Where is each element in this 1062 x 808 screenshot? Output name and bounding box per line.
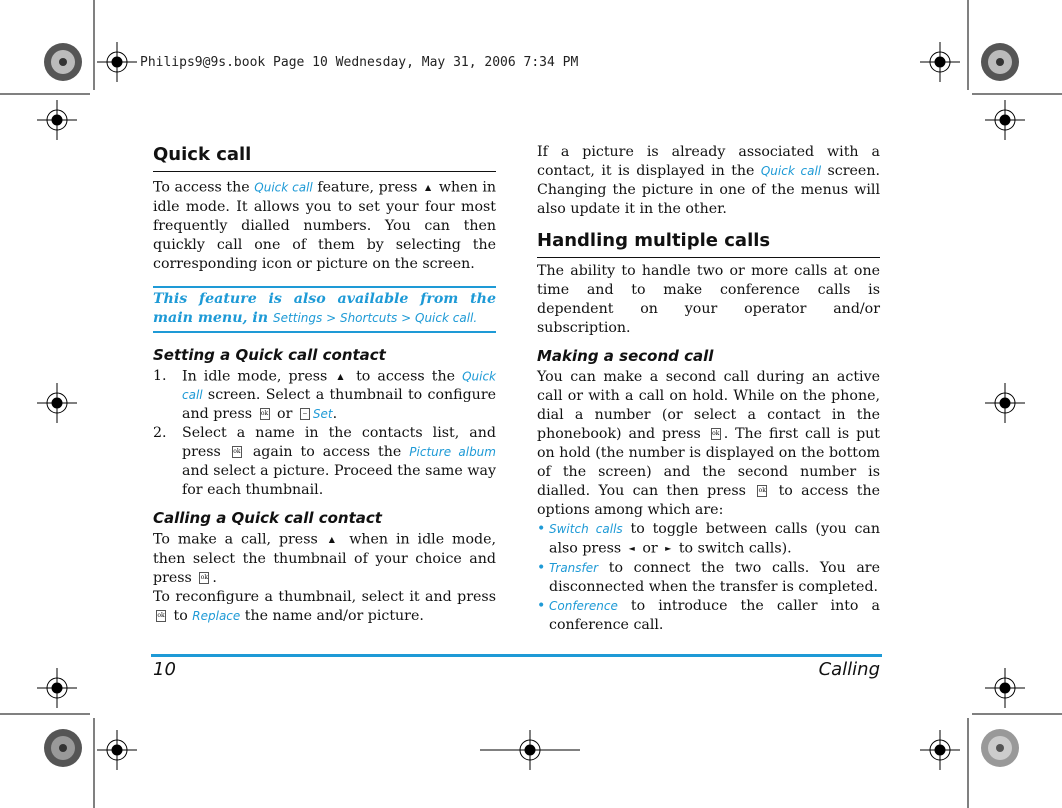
star-target-top-right (981, 43, 1019, 81)
second-call-paragraph: You can make a second call during an active call or with a call on hold. While on the phone, dial a number (or select a contact in the phonebook) and press ok . The first call is put on hold (the number is displayed on the bottom of the screen) and the second number is dialled. You can then press ok to access the options among which are: (537, 369, 880, 518)
multiple-calls-paragraph: The ability to handle two or more calls at one time and to make conference calls is dependent on your operator and/or subscription. (537, 263, 880, 336)
up-arrow-icon: ▲ (328, 535, 339, 544)
ok-key-icon: ok (757, 485, 767, 497)
list-item: 2. Select a name in the contacts list, and press ok again to access the Picture album and select a picture. Proceed the same way for each thumbnail. (153, 425, 496, 498)
quick-call-link: Quick call (254, 180, 313, 195)
star-target-bottom-left (44, 729, 82, 767)
picture-paragraph: If a picture is already associated with a contact, it is displayed in the Quick call screen. Changing the picture in one of the menus will also update it in the other. (537, 144, 880, 217)
reconfigure-paragraph: To reconfigure a thumbnail, select it and press ok to Replace the name and/or picture. (153, 588, 496, 624)
ok-key-icon: ok (260, 408, 270, 420)
setting-quick-call-heading: Setting a Quick call contact (153, 345, 386, 364)
footer-rule (151, 654, 882, 657)
list-item: • Conference to introduce the caller into a conference call. (537, 597, 880, 633)
star-target-top-left (44, 43, 82, 81)
ok-key-icon: ok (711, 428, 721, 440)
quick-call-heading: Quick call (153, 143, 496, 172)
running-header: Philips9@9s.book Page 10 Wednesday, May 31, 2006 7:34 PM (140, 55, 579, 70)
picture-album-link: Picture album (409, 445, 496, 459)
second-call-heading: Making a second call (537, 347, 714, 365)
up-arrow-icon: ▲ (425, 183, 432, 192)
right-arrow-icon: ► (665, 544, 672, 553)
right-column (537, 143, 880, 635)
conference-link: Conference (549, 598, 618, 613)
left-arrow-icon: ◄ (628, 544, 635, 553)
setting-steps (153, 367, 496, 501)
transfer-link: Transfer (549, 560, 599, 575)
set-link: Set (312, 407, 333, 421)
up-arrow-icon: ▲ (337, 371, 347, 381)
multiple-calls-heading: Handling multiple calls (537, 229, 880, 258)
star-target-bottom-right (981, 729, 1019, 767)
quick-call-intro: To access the Quick call feature, press ▲ when in idle mode. It allows you to set your four most frequently dialled numbers. You can then quickly call one of them by selecting the corresponding icon or picture on the screen. (153, 179, 497, 272)
page-number: 10 (153, 659, 176, 680)
ok-key-icon: ok (156, 610, 166, 622)
settings-note: This feature is also available from the main menu, in Settings > Shortcuts > Quick call. (153, 286, 496, 333)
section-title: Calling (818, 659, 880, 680)
list-item: • Transfer to connect the two calls. You are disconnected when the transfer is completed. (537, 559, 880, 595)
call-options-list (537, 520, 880, 635)
calling-quick-call-heading: Calling a Quick call contact (153, 509, 382, 527)
softkey-icon: − (300, 408, 310, 420)
ok-key-icon: ok (232, 446, 242, 458)
replace-link: Replace (192, 608, 241, 623)
switch-calls-link: Switch calls (549, 522, 623, 536)
list-item: 1. In idle mode, press ▲ to access the Quick call screen. Select a thumbnail to configure and press ok or − Set. (153, 367, 497, 422)
settings-path: Settings > Shortcuts > Quick call (273, 310, 474, 325)
ok-key-icon: ok (199, 572, 209, 584)
left-column (153, 143, 496, 626)
calling-paragraph: To make a call, press ▲ when in idle mode, then select the thumbnail of your choice and press ok . (153, 531, 496, 586)
list-item: • Switch calls to toggle between calls (you can also press ◄ or ► to switch calls). (537, 521, 881, 557)
